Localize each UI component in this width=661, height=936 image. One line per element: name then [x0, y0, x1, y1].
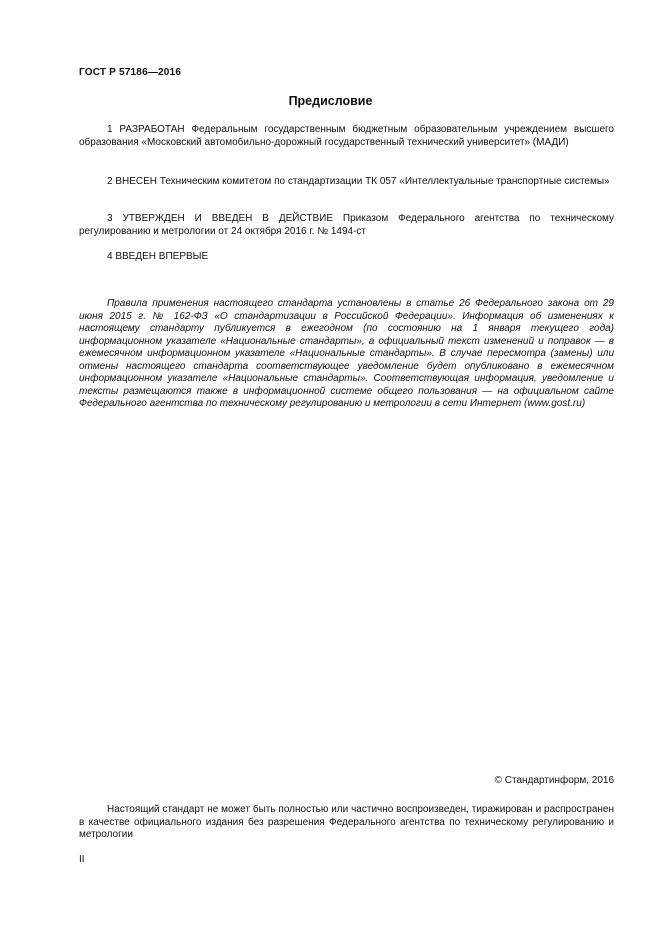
document-code: ГОСТ Р 57186—2016: [79, 67, 182, 78]
foreword-item-3: 3 УТВЕРЖДЕН И ВВЕДЕН В ДЕЙСТВИЕ Приказом Федерального агентства по техническому регулированию и метрологии от 24 октября 2016 г. № 1494-ст: [79, 213, 614, 237]
foreword-item-2: 2 ВНЕСЕН Техническим комитетом по стандартизации ТК 057 «Интеллектуальные транспортные системы»: [107, 176, 610, 187]
rules-note: Правила применения настоящего стандарта установлены в статье 26 Федерального закона от 29 июня 2015 г. № 162-ФЗ «О стандартизации в Российской Федерации». Информация об изменениях к настоящему стандарту публикуется в ежегодном (по состоянию на 1 января текущего года) информационном указателе «Национальные стандарты», а официальный текст изменений и поправок — в ежемесячном информационном указателе «Национальные стандарты». В случае пересмотра (замены) или отмены настоящего стандарта соответствующее уведомление будет опубликовано в ежемесячном информационном указателе «Национальные стандарты». Соответствующая информация, уведомление и тексты размещаются также в информационной системе общего пользования — на официальном сайте Федерального агентства по техническому регулированию и метрологии в сети Интернет (www.gost.ru): [79, 298, 614, 409]
foreword-item-4: 4 ВВЕДЕН ВПЕРВЫЕ: [107, 251, 209, 262]
copyright-notice: © Стандартинформ, 2016: [494, 775, 614, 786]
page-title: Предисловие: [288, 94, 373, 108]
page-number: II: [79, 854, 85, 865]
foreword-item-1: 1 РАЗРАБОТАН Федеральным государственным бюджетным образовательным учреждением высшего образования «Московский автомобильно-дорожный государственный технический университет» (МАДИ): [79, 124, 614, 148]
reproduction-note: Настоящий стандарт не может быть полностью или частично воспроизведен, тиражирован и распространен в качестве официального издания без разрешения Федерального агентства по техническому регулированию и метрологии: [79, 804, 614, 840]
